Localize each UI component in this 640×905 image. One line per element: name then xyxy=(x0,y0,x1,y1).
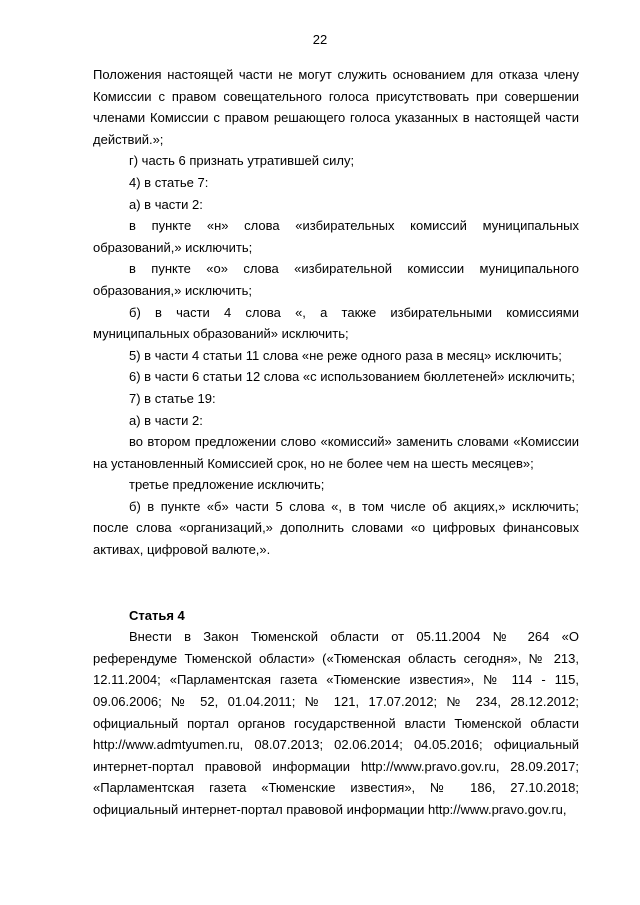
spacer xyxy=(93,583,579,605)
paragraph: Положения настоящей части не могут служить основанием для отказа члену Комиссии с правом совещательного голоса присутствовать при совершении членами Комиссии с правом решающего голоса указанных в настоящей части действий.»; xyxy=(93,67,579,147)
paragraph: 6) в части 6 статьи 12 слова «с использованием бюллетеней» исключить; xyxy=(129,369,575,385)
paragraph: третье предложение исключить; xyxy=(129,477,325,493)
spacer xyxy=(93,561,579,583)
paragraph: 7) в статье 19: xyxy=(129,390,216,406)
paragraph: б) в части 4 слова «, а также избирательными комиссиями муниципальных образований» исключить; xyxy=(93,304,579,342)
article-paragraph: Внести в Закон Тюменской области от 05.11.2004 № 264 «О референдуме Тюменской области» («Тюменская область сегодня», № 213, 12.11.2004; «Парламентская газета «Тюменские известия», № 114 - 115, 09.06.2006; № 52, 01.04.2011; № 121, 17.07.2012; № 234, 28.12.2012; официальный портал органов государственной власти Тюменской области http://www.admtyumen.ru, 08.07.2013; 02.06.2014; 04.05.2016; официальный интернет-портал правовой информации http://www.pravo.gov.ru, 28.09.2017; «Парламентская газета «Тюменские известия», № 186, 27.10.2018; официальный интернет-портал правовой информации http://www.pravo.gov.ru, xyxy=(93,629,579,817)
article-heading: Статья 4 xyxy=(129,607,185,623)
paragraph: а) в части 2: xyxy=(129,412,203,428)
document-body xyxy=(93,64,579,821)
paragraph: г) часть 6 признать утратившей силу; xyxy=(129,153,355,169)
paragraph: 4) в статье 7: xyxy=(129,174,209,190)
paragraph: в пункте «н» слова «избирательных комиссий муниципальных образований,» исключить; xyxy=(93,218,579,255)
paragraph: в пункте «о» слова «избирательной комиссии муниципального образования,» исключить; xyxy=(93,261,579,298)
paragraph: а) в части 2: xyxy=(129,196,203,212)
page-number: 22 xyxy=(312,32,328,47)
paragraph: б) в пункте «б» части 5 слова «, в том числе об акциях,» исключить; после слова «организаций,» дополнить словами «о цифровых финансовых активах, цифровой валюте,». xyxy=(93,498,579,558)
paragraph: 5) в части 4 статьи 11 слова «не реже одного раза в месяц» исключить; xyxy=(129,347,562,363)
paragraph: во втором предложении слово «комиссий» заменить словами «Комиссии на установленный Комиссией срок, но не более чем на шесть месяцев»; xyxy=(93,434,579,471)
